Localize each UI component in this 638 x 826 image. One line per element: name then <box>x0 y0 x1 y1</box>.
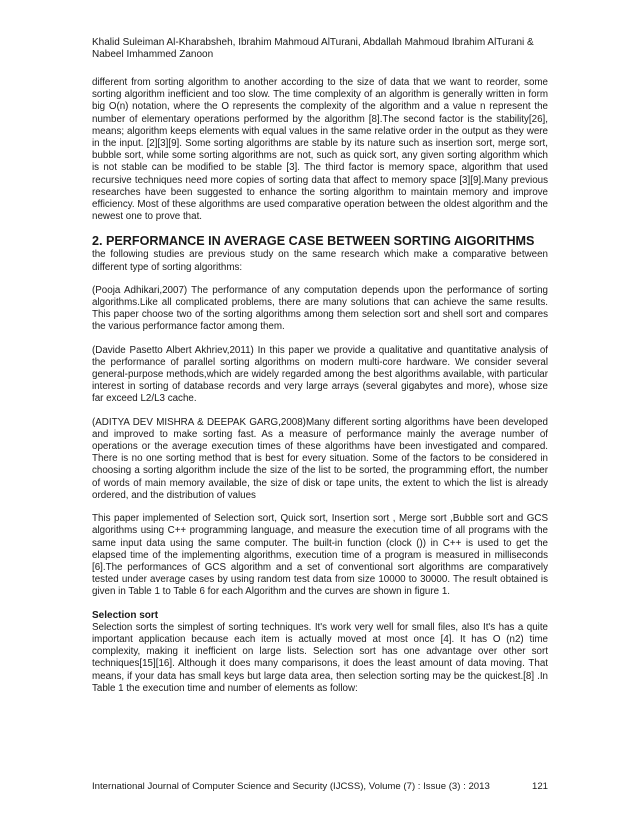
page-body <box>92 77 548 706</box>
running-footer <box>92 781 548 793</box>
subsection-heading-selection-sort: Selection sort <box>92 609 159 621</box>
section-intro-paragraph: the following studies are previous study on the same research which make a comparative between different type of sorting algorithms: <box>92 249 548 273</box>
study-paragraph-adhikari: (Pooja Adhikari,2007) The performance of any computation depends upon the performance of sorting algorithms.Like all complicated problems, there are many solutions that can achieve the same results. This paper choose two of the sorting algorithms among them selection sort and shell sort and compares the various performance factor among them. <box>92 284 548 333</box>
study-paragraph-pasetto: (Davide Pasetto Albert Akhriev,2011) In this paper we provide a qualitative and quantitative analysis of the performance of parallel sorting algorithms on modern multi-core hardware. We consider several general-purpose methods,which are widely regarded among the best algorithms available, with particular interest in sorting of database records and very large arrays (several gigabytes and more), whose size far exceed L2/L3 cache. <box>92 344 548 405</box>
header-authors: Khalid Suleiman Al-Kharabsheh, Ibrahim Mahmoud AlTurani, Abdallah Mahmoud Ibrahim AlTurani & Nabeel Imhammed Zanoon <box>92 37 534 60</box>
selection-sort-paragraph: Selection sorts the simplest of sorting techniques. It's work very well for small files, also It's has a quite important application because each item is actually moved at most once [4]. It has O (n2) time complexity, making it inefficient on large lists. Selection sort has one advantage over other sort techniques[15][16]. Although it does many comparisons, it does the least amount of data moving. That means, if your data has small keys but large data area, then selection sorting may be the quickest.[8] .In Table 1 the execution time and number of elements as follow: <box>92 621 548 694</box>
section-heading: 2. PERFORMANCE IN AVERAGE CASE BETWEEN SORTING AIGORITHMS <box>92 234 535 249</box>
intro-paragraph: different from sorting algorithm to another according to the size of data that we want to reorder, some sorting algorithm inefficient and too slow. The time complexity of an algorithm is generally written in form big O(n) notation, where the O represents the complexity of the algorithm and a value n represent the number of elementary operations performed by the algorithm [8].The second factor is the stability[26], means; algorithm keeps elements with equal values in the same relative order in the output as they were in the input. [2][3][9]. Some sorting algorithms are stable by its nature such as insertion sort, merge sort, bubble sort, while some sorting algorithms are not, such as quick sort, any given sorting algorithm which is not stable can be modified to be stable [3]. The third factor is memory space, algorithm that used recursive techniques need more copies of sorting data that affect to memory space [3][9].Many previous researches have been suggested to enhance the sorting algorithm to maintain memory and improve efficiency. Most of these algorithms are used comparative operation between the oldest algorithm and the newest one to prove that. <box>92 77 548 223</box>
page-number: 121 <box>531 781 548 792</box>
running-header <box>92 37 548 61</box>
implementation-paragraph: This paper implemented of Selection sort, Quick sort, Insertion sort , Merge sort ,Bubble sort and GCS algorithms using C++ programming language, and measure the execution time of all programs with the same input data using the same computer. The built-in function (clock ()) in C++ is used to get the elapsed time of the implementing algorithms, execution time of a program is measured in milliseconds [6].The performances of GCS algorithm and a set of conventional sort algorithms are comparatively tested under average cases by using random test data from size 10000 to 30000. The result obtained is given in Table 1 to Table 6 for each Algorithm and the curves are shown in figure 1. <box>92 513 548 598</box>
study-paragraph-mishra: (ADITYA DEV MISHRA & DEEPAK GARG,2008)Many different sorting algorithms have been developed and improved to make sorting fast. As a measure of performance mainly the average number of operations or the average execution times of these algorithms have been investigated and compared. There is no one sorting method that is best for every situation. Some of the factors to be considered in choosing a sorting algorithm include the size of the list to be sorted, the programming effort, the number of words of main memory available, the size of disk or tape units, the extent to which the list is already ordered, and the distribution of values <box>92 416 548 501</box>
footer-journal: International Journal of Computer Science and Security (IJCSS), Volume (7) : Issue (3) : 2013 <box>92 781 490 792</box>
